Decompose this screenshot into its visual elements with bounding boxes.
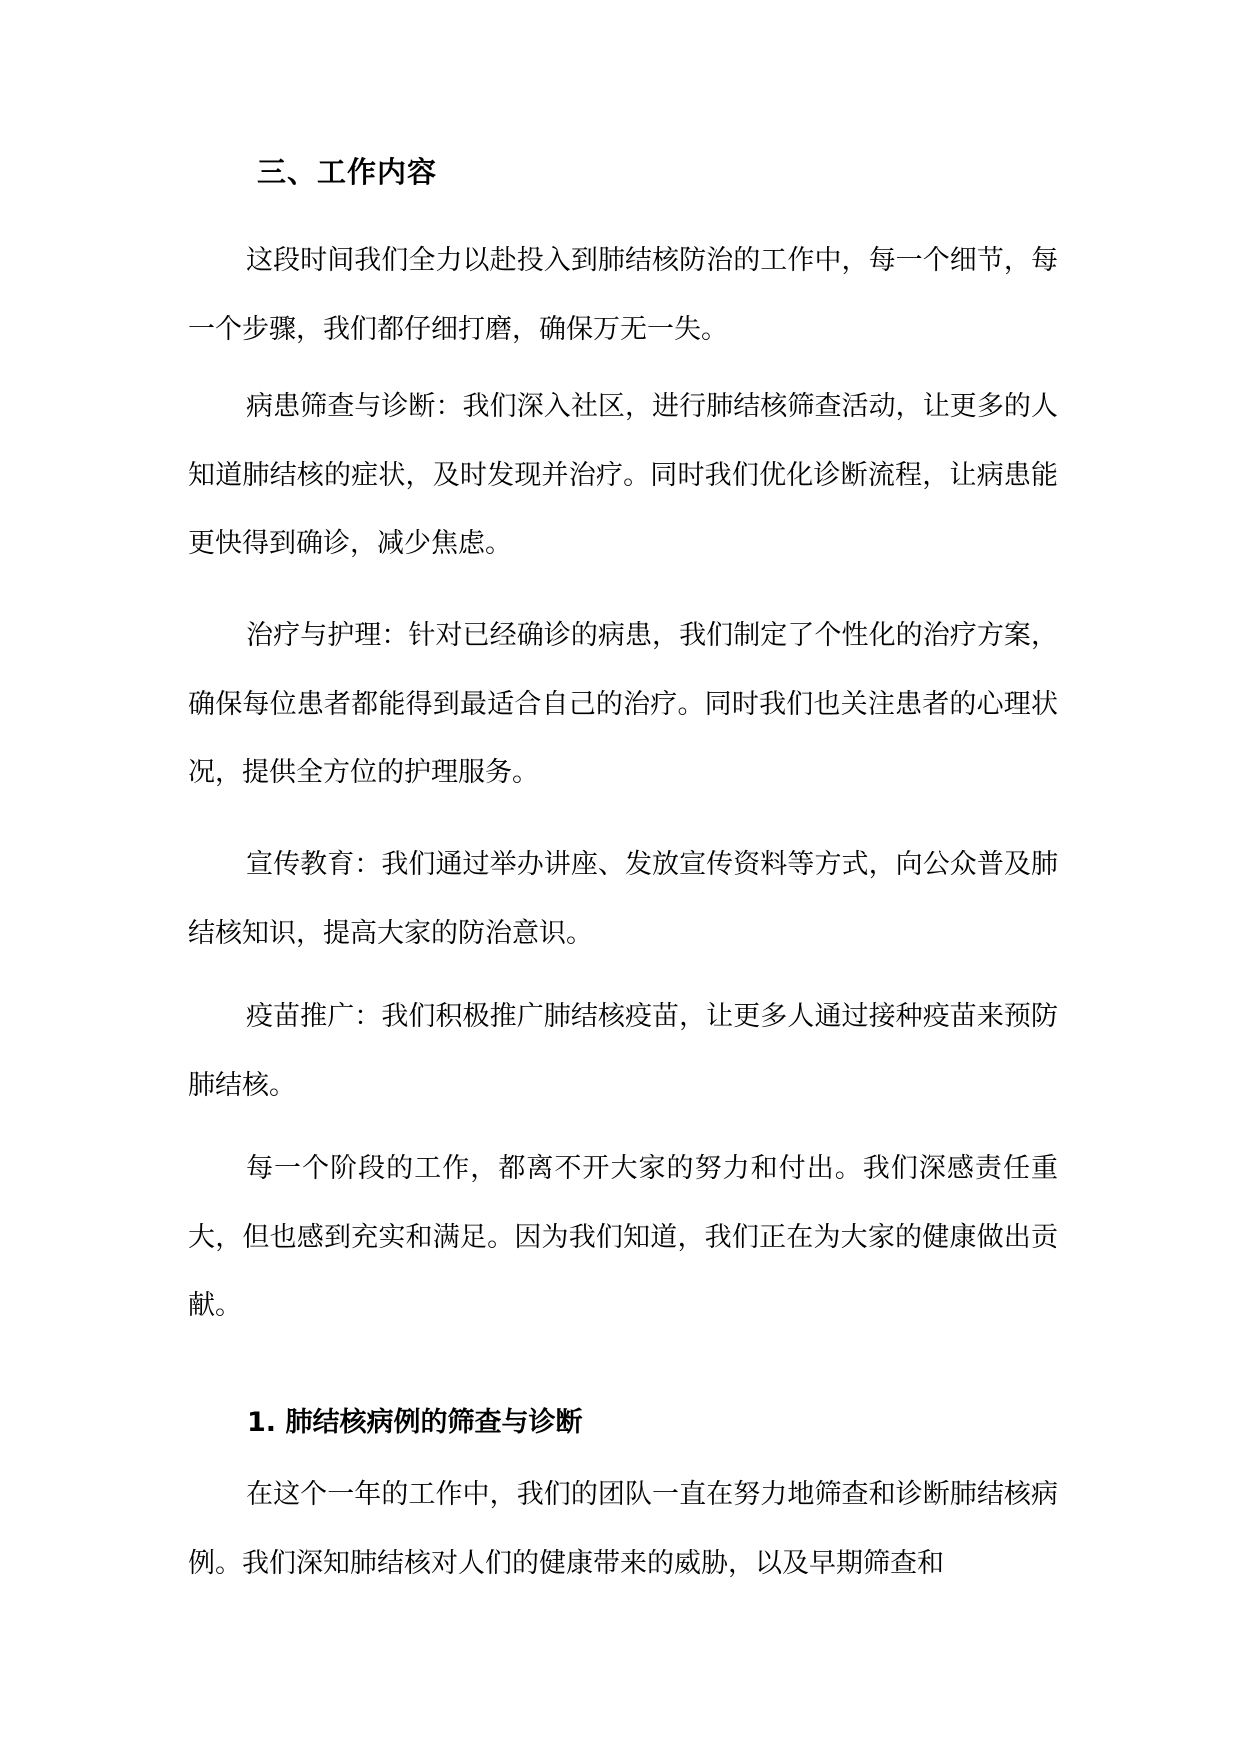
paragraph-vaccine-promotion: 疫苗推广：我们积极推广肺结核疫苗，让更多人通过接种疫苗来预防肺结核。: [188, 1001, 1058, 1101]
paragraph-intro: 这段时间我们全力以赴投入到肺结核防治的工作中，每一个细节，每一个步骤，我们都仔细打磨，确保万无一失。: [188, 245, 1058, 345]
paragraph-subsection-body: 在这个一年的工作中，我们的团队一直在努力地筛查和诊断肺结核病例。我们深知肺结核对人们的健康带来的威胁，以及早期筛查和: [188, 1479, 1058, 1579]
paragraph-publicity-education: 宣传教育：我们通过举办讲座、发放宣传资料等方式，向公众普及肺结核知识，提高大家的防治意识。: [188, 849, 1058, 949]
section-heading: 三、工作内容: [257, 155, 438, 189]
paragraph-screening-diagnosis: 病患筛查与诊断：我们深入社区，进行肺结核筛查活动，让更多的人知道肺结核的症状，及时发现并治疗。同时我们优化诊断流程，让病患能更快得到确诊，减少焦虑。: [188, 391, 1058, 559]
paragraph-treatment-care: 治疗与护理：针对已经确诊的病患，我们制定了个性化的治疗方案，确保每位患者都能得到最适合自己的治疗。同时我们也关注患者的心理状况，提供全方位的护理服务。: [188, 620, 1058, 788]
paragraph-summary: 每一个阶段的工作，都离不开大家的努力和付出。我们深感责任重大，但也感到充实和满足。因为我们知道，我们正在为大家的健康做出贡献。: [188, 1153, 1058, 1321]
subsection-heading: 1. 肺结核病例的筛查与诊断: [247, 1407, 583, 1438]
